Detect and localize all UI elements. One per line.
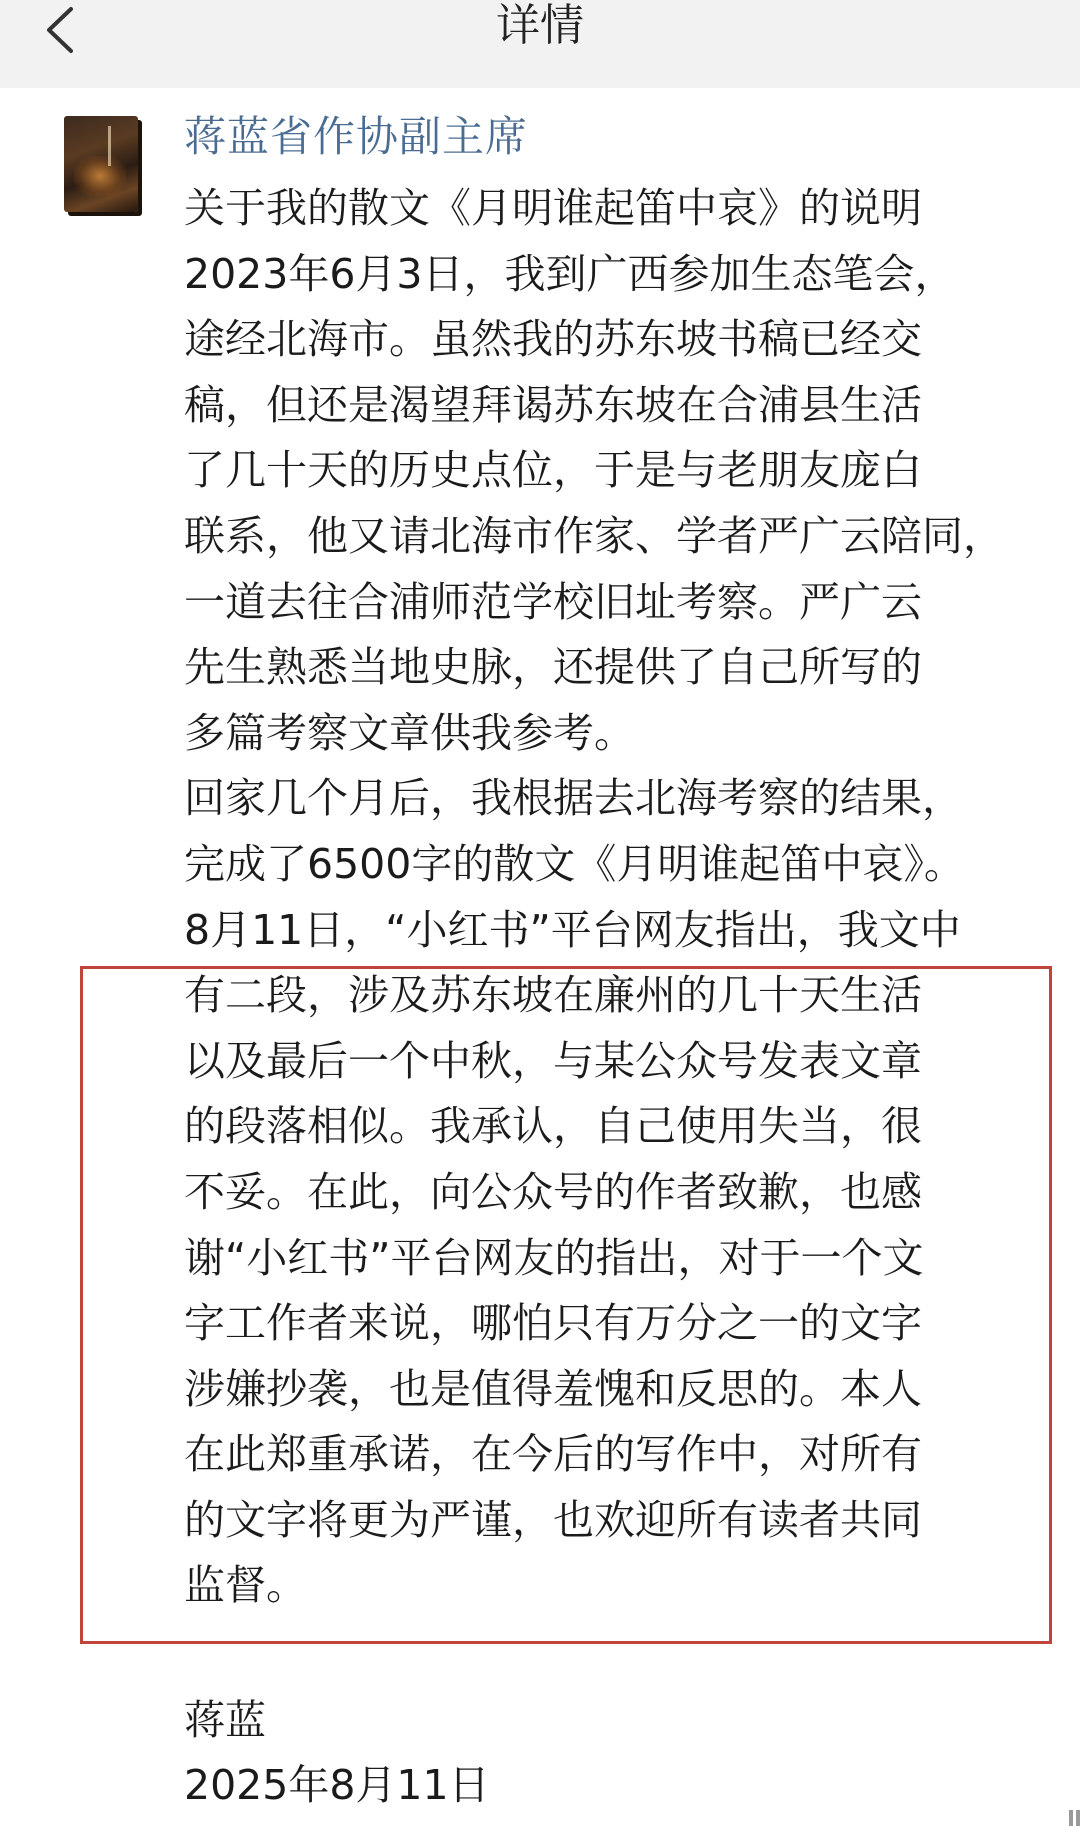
body-line: 字工作者来说，哪怕只有万分之一的文字	[184, 1299, 922, 1348]
watermark-icon	[1018, 1796, 1080, 1826]
avatar-spine	[108, 126, 111, 166]
body-line: 8月11日，“小红书”平台网友指出，我文中	[184, 905, 961, 954]
body-line: 涉嫌抄袭，也是值得羞愧和反思的。本人	[184, 1364, 922, 1413]
body-line: 先生熟悉当地史脉，还提供了自己所写的	[184, 643, 922, 692]
body-line: 的段落相似。我承认，自己使用失当，很	[184, 1102, 922, 1151]
avatar[interactable]	[64, 116, 138, 212]
body-line: 联系，他又请北海市作家、学者严广云陪同，	[184, 511, 1004, 560]
top-bar	[0, 0, 1080, 88]
body-line: 的文字将更为严谨，也欢迎所有读者共同	[184, 1495, 922, 1544]
body-line: 途经北海市。虽然我的苏东坡书稿已经交	[184, 315, 922, 364]
body-line: 有二段，涉及苏东坡在廉州的几十天生活	[184, 971, 922, 1020]
body-line: 回家几个月后，我根据去北海考察的结果，	[184, 774, 963, 823]
page-title: 详情	[496, 0, 584, 51]
author-name[interactable]: 蒋蓝省作协副主席	[184, 112, 529, 161]
signature-date: 2025年8月11日	[184, 1761, 490, 1809]
body-line: 关于我的散文《月明谁起笛中哀》的说明	[184, 184, 922, 232]
signature-name: 蒋蓝	[184, 1696, 266, 1744]
body-line: 不妥。在此，向公众号的作者致歉，也感	[184, 1167, 922, 1216]
body-line: 多篇考察文章供我参考。	[184, 708, 635, 757]
body-line: 了几十天的历史点位，于是与老朋友庞白	[184, 446, 922, 495]
avatar-glow	[74, 156, 126, 196]
post-body	[184, 176, 1064, 1619]
body-line: 在此郑重承诺，在今后的写作中，对所有	[184, 1430, 922, 1479]
body-line: 监督。	[184, 1561, 307, 1610]
body-line: 谢“小红书”平台网友的指出，对于一个文	[184, 1233, 924, 1282]
body-line: 稿，但还是渴望拜谒苏东坡在合浦县生活	[184, 380, 922, 429]
body-line: 完成了6500字的散文《月明谁起笛中哀》。	[184, 839, 965, 888]
body-line: 以及最后一个中秋，与某公众号发表文章	[184, 1036, 922, 1085]
body-line: 一道去往合浦师范学校旧址考察。严广云	[184, 577, 922, 626]
body-line: 2023年6月3日，我到广西参加生态笔会，	[184, 249, 956, 298]
